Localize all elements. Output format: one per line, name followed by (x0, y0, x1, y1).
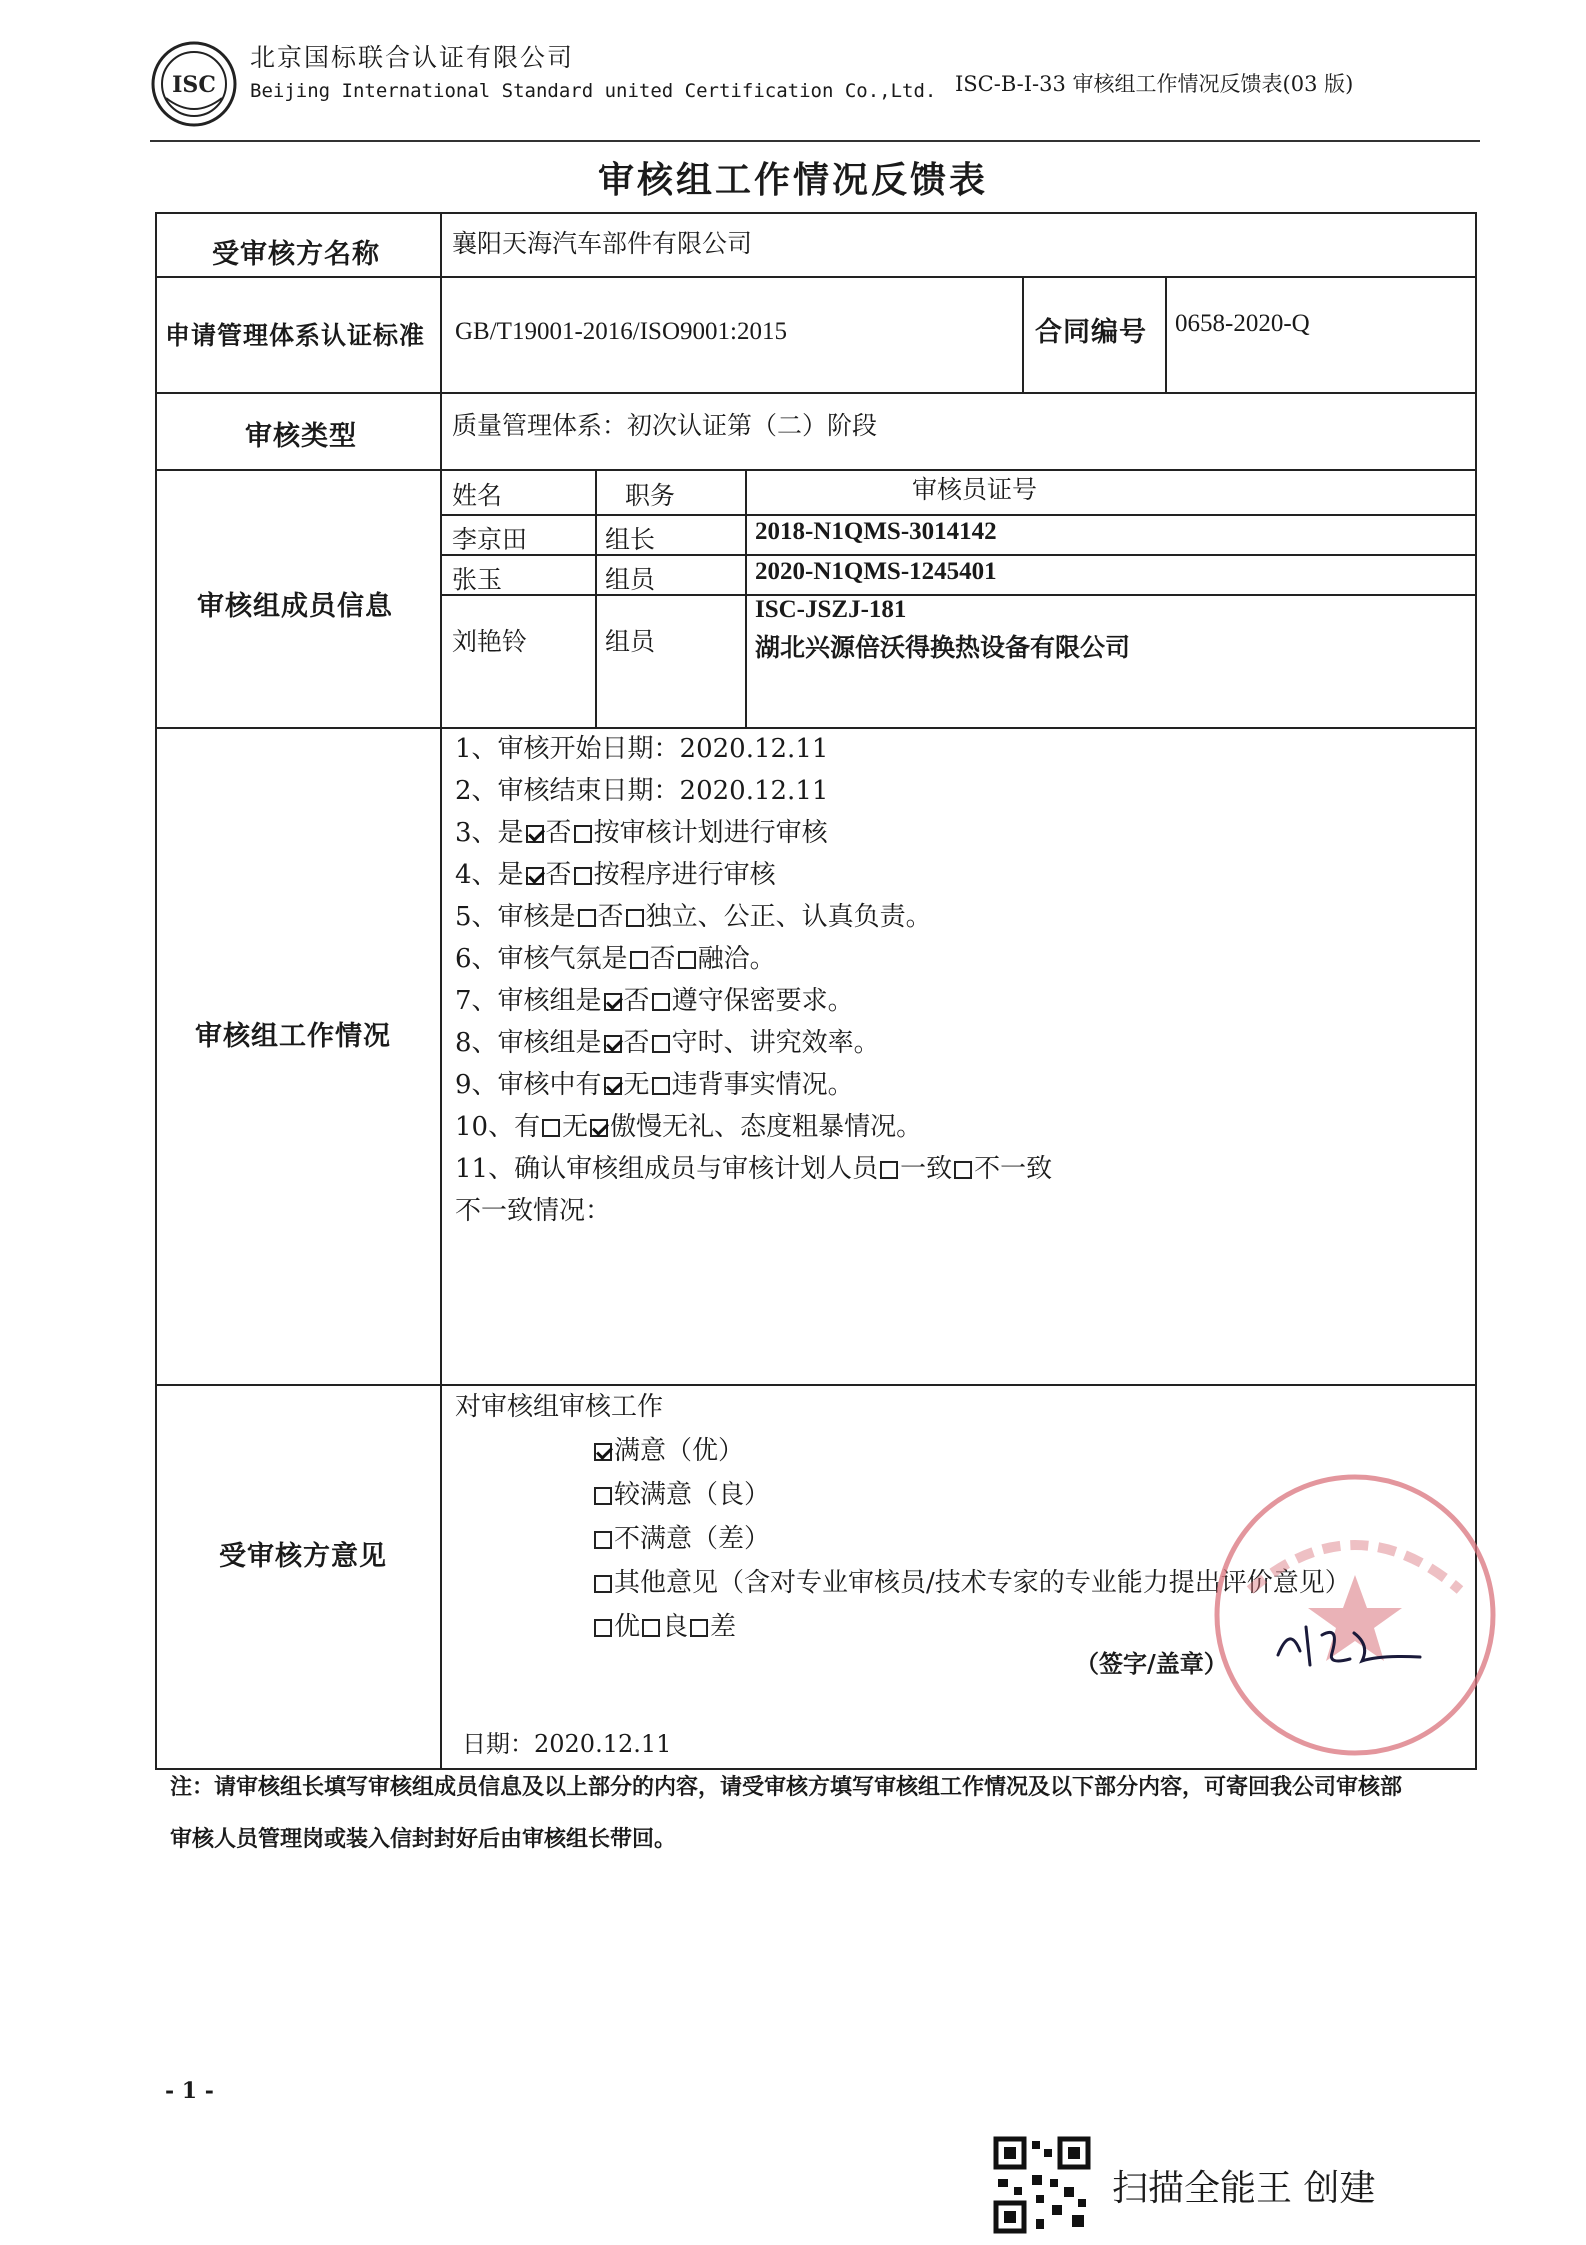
standard-label: 申请管理体系认证标准 (165, 321, 426, 350)
item-text: 否 (597, 902, 624, 932)
item-text: 11、确认审核组成员与审核计划人员 (455, 1154, 879, 1184)
opinion-option-satisfied (592, 1430, 744, 1467)
option-text: 较满意（良） (614, 1480, 771, 1510)
member-name: 张玉 (452, 565, 503, 594)
item-text: 8、审核组是 (455, 1028, 602, 1058)
contract-value: 0658-2020-Q (1175, 310, 1310, 337)
audit-type-label: 审核类型 (245, 421, 357, 452)
checkbox[interactable] (652, 1077, 670, 1095)
qr-code-icon (992, 2135, 1092, 2235)
row-divider (157, 276, 1475, 278)
work-item-4 (455, 854, 776, 891)
team-header-name: 姓名 (452, 481, 503, 510)
item-text: 守时、讲究效率。 (671, 1028, 880, 1058)
item-text: 不一致 (974, 1154, 1053, 1184)
item-text: 7、审核组是 (455, 986, 602, 1016)
item-text: 10、有 (455, 1112, 541, 1142)
opinion-date: 日期：2020.12.11 (462, 1730, 672, 1758)
checkbox[interactable] (594, 1487, 612, 1505)
item-text: 违背事实情况。 (671, 1070, 854, 1100)
checkbox-checked[interactable] (604, 993, 622, 1011)
company-logo-icon (150, 40, 238, 128)
member-name: 李京田 (452, 525, 528, 554)
checkbox[interactable] (880, 1161, 898, 1179)
checkbox[interactable] (542, 1119, 560, 1137)
signature-label: （签字/盖章） (1075, 1649, 1228, 1678)
member-role: 组员 (605, 565, 656, 594)
header-divider (150, 140, 1480, 142)
checkbox[interactable] (690, 1619, 708, 1637)
item-text: 融洽。 (697, 944, 776, 974)
checkbox[interactable] (678, 951, 696, 969)
work-item-7 (455, 980, 854, 1017)
member-role: 组长 (605, 525, 656, 554)
checkbox[interactable] (652, 1035, 670, 1053)
grade-text: 差 (710, 1612, 737, 1642)
company-name-cn: 北京国标联合认证有限公司 (250, 43, 575, 72)
checkbox-checked[interactable] (604, 1077, 622, 1095)
checkbox[interactable] (594, 1575, 612, 1593)
signature-icon (1270, 1615, 1430, 1675)
item-text: 否 (545, 860, 572, 890)
work-item-11 (455, 1148, 1052, 1185)
team-header-role: 职务 (625, 481, 676, 510)
checkbox[interactable] (594, 1619, 612, 1637)
column-divider (1022, 276, 1024, 392)
work-item-10 (455, 1106, 922, 1143)
work-item-5 (455, 896, 932, 933)
member-cert: ISC-JSZJ-181 (755, 596, 907, 623)
work-item-1: 1、审核开始日期：2020.12.11 (455, 734, 829, 764)
auditee-label: 受审核方名称 (212, 239, 380, 270)
item-text: 5、审核是 (455, 902, 576, 932)
checkbox[interactable] (578, 909, 596, 927)
item-text: 一致 (900, 1154, 953, 1184)
company-name-en: Beijing International Standard united Certification Co.,Ltd. (250, 80, 937, 102)
item-text: 否 (623, 986, 650, 1016)
member-org: 湖北兴源倍沃得换热设备有限公司 (755, 633, 1131, 662)
svg-text:ISC: ISC (172, 72, 216, 98)
item-text: 否 (623, 1028, 650, 1058)
label-column-divider (440, 214, 442, 1768)
work-item-3 (455, 812, 828, 849)
grade-text: 优 (614, 1612, 641, 1642)
checkbox[interactable] (574, 867, 592, 885)
scanner-watermark: 扫描全能王 创建 (1112, 2168, 1376, 2209)
checkbox-checked[interactable] (604, 1035, 622, 1053)
standard-value: GB/T19001-2016/ISO9001:2015 (455, 318, 787, 345)
checkbox[interactable] (954, 1161, 972, 1179)
page-number: - 1 - (165, 2078, 214, 2104)
opinion-grade (592, 1606, 736, 1643)
form-code: ISC-B-I-33 审核组工作情况反馈表(03 版) (955, 72, 1354, 96)
item-text: 按程序进行审核 (593, 860, 776, 890)
document-title: 审核组工作情况反馈表 (597, 159, 988, 201)
member-role: 组员 (605, 627, 656, 656)
checkbox[interactable] (626, 909, 644, 927)
form-note-continued: 审核人员管理岗或装入信封封好后由审核组长带回。 (170, 1826, 677, 1852)
item-text: 4、是 (455, 860, 524, 890)
row-divider (157, 1384, 1475, 1386)
item-text: 6、审核气氛是 (455, 944, 628, 974)
item-text: 否 (649, 944, 676, 974)
opinion-option-fairly-satisfied (592, 1474, 770, 1511)
checkbox[interactable] (574, 825, 592, 843)
opinion-label: 受审核方意见 (219, 1541, 387, 1572)
item-text: 9、审核中有 (455, 1070, 602, 1100)
checkbox[interactable] (652, 993, 670, 1011)
item-text: 遵守保密要求。 (671, 986, 854, 1016)
grade-text: 良 (662, 1612, 689, 1642)
item-text: 3、是 (455, 818, 524, 848)
item-text: 按审核计划进行审核 (593, 818, 828, 848)
member-col-divider (745, 469, 747, 727)
team-header-cert: 审核员证号 (912, 475, 1038, 504)
member-name: 刘艳铃 (452, 627, 528, 656)
row-divider (157, 469, 1475, 471)
form-note: 注：请审核组长填写审核组成员信息及以上部分的内容，请受审核方填写审核组工作情况及以下部分内容，可寄回我公司审核部 (170, 1774, 1403, 1800)
contract-label: 合同编号 (1035, 317, 1147, 348)
option-text: 其他意见（含对专业审核员/技术专家的专业能力提出评价意见） (614, 1568, 1351, 1598)
item-text: 无 (562, 1112, 589, 1142)
inconsistency-label: 不一致情况： (455, 1196, 612, 1226)
checkbox-checked[interactable] (526, 867, 544, 885)
checkbox-checked[interactable] (590, 1119, 608, 1137)
audit-type-value: 质量管理体系：初次认证第（二）阶段 (452, 411, 878, 440)
work-item-2: 2、审核结束日期：2020.12.11 (455, 776, 829, 806)
checkbox[interactable] (630, 951, 648, 969)
work-label: 审核组工作情况 (195, 1021, 391, 1052)
work-item-9 (455, 1064, 854, 1101)
work-item-6 (455, 938, 776, 975)
item-text: 独立、公正、认真负责。 (645, 902, 932, 932)
column-divider (1165, 276, 1167, 392)
option-text: 不满意（差） (614, 1524, 771, 1554)
member-cert: 2020-N1QMS-1245401 (755, 558, 997, 585)
item-text: 傲慢无礼、态度粗暴情况。 (610, 1112, 923, 1142)
checkbox-checked[interactable] (526, 825, 544, 843)
member-col-divider (595, 469, 597, 727)
row-divider (157, 392, 1475, 394)
item-text: 否 (545, 818, 572, 848)
item-text: 无 (623, 1070, 650, 1100)
checkbox[interactable] (594, 1531, 612, 1549)
auditee-value: 襄阳天海汽车部件有限公司 (452, 229, 753, 258)
work-item-8 (455, 1022, 880, 1059)
member-cert: 2018-N1QMS-3014142 (755, 518, 997, 545)
option-text: 满意（优） (614, 1436, 745, 1466)
checkbox[interactable] (642, 1619, 660, 1637)
team-label: 审核组成员信息 (197, 591, 393, 622)
checkbox-checked[interactable] (594, 1443, 612, 1461)
opinion-heading: 对审核组审核工作 (455, 1392, 664, 1422)
opinion-option-unsatisfied (592, 1518, 770, 1555)
